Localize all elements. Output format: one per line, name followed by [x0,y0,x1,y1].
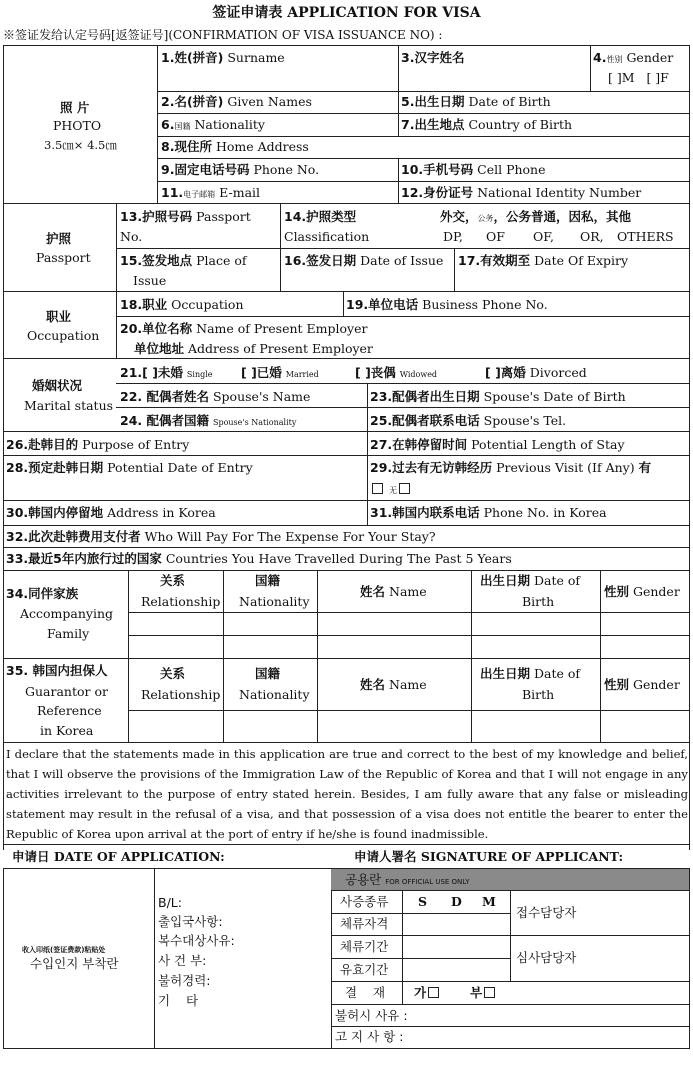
family-nationality-en: Nationality [239,594,310,609]
photo-label-cn: 照 片 [60,100,90,115]
cell-phone-field[interactable]: 10.手机号码 Cell Phone [401,162,546,177]
visa-type-d[interactable]: D [451,894,462,909]
guarantor-gender-header: 性别 Gender [604,677,680,692]
guarantor-name-header: 姓名 Name [360,677,427,692]
photo-size: 3.5㎝× 4.5㎝ [44,138,117,152]
visa-type-s[interactable]: S [418,894,428,909]
passport-label-cn: 护照 [46,231,72,246]
signature-label[interactable]: 申请人署名 SIGNATURE OF APPLICANT: [354,849,624,864]
spouse-nationality-field[interactable]: 24. 配偶者国籍 Spouse's Nationality [120,413,297,428]
family-dob-header: 出生日期 Date of [480,573,581,588]
surname-field[interactable]: 1.姓(拼音) Surname [161,50,285,65]
gender-field[interactable]: 4.性别 Gender [593,50,674,65]
official-other: 기 타 [158,993,199,1008]
spouse-dob-field[interactable]: 23.配偶者出生日期 Spouse's Date of Birth [370,389,626,404]
guarantor-relationship-cn: 关系 [160,666,186,681]
marital-label-en: Marital status [24,398,114,413]
official-use-header: 공용란 FOR OFFICIAL USE ONLY [345,872,470,887]
official-case: 사 건 부: [158,953,207,968]
official-multiple-reason: 복수대상사유: [158,933,235,948]
family-label-cn: 34.同伴家族 [6,586,79,601]
passport-type-others[interactable]: OTHERS [617,229,674,244]
occupation-label-cn: 职业 [46,309,72,324]
employer-address-field[interactable]: 单位地址 Address of Present Employer [134,341,373,356]
phone-field[interactable]: 9.固定电话号码 Phone No. [161,162,320,177]
home-address-field[interactable]: 8.现住所 Home Address [161,139,309,154]
date-of-expiry-field[interactable]: 17.有效期至 Date Of Expiry [458,253,629,268]
purpose-of-entry-field[interactable]: 26.赴韩目的 Purpose of Entry [6,437,190,452]
denial-reason-label: 불허시 사유 : [335,1008,408,1023]
address-in-korea-field[interactable]: 30.韩国内停留地 Address in Korea [6,505,216,520]
guarantor-dob-header-2: Birth [522,687,555,702]
passport-type-dp[interactable]: DP, [443,229,463,244]
spouse-name-field[interactable]: 22. 配偶者姓名 Spouse's Name [120,389,311,404]
stamp-area-label-cn: 收入印纸(签证费款)粘贴处 [22,946,106,954]
previous-visit-checkboxes[interactable]: 无 [370,481,412,498]
business-phone-field[interactable]: 19.单位电话 Business Phone No. [346,297,548,312]
previous-visit-no-checkbox[interactable] [399,483,410,494]
passport-no-field[interactable]: 13.护照号码 Passport [120,209,251,224]
approve-option[interactable]: 가 [414,985,441,1000]
form-title: 签证申请表 APPLICATION FOR VISA [212,5,481,21]
guarantor-label-cn: 35. 韩国内担保人 [6,663,108,678]
family-relationship-cn: 关系 [160,573,186,588]
expense-payer-field[interactable]: 32.此次赴韩费用支付者 Who Will Pay For The Expense For Your Stay? [6,529,436,544]
guarantor-nationality-cn: 国籍 [255,666,281,681]
notes-label: 고 지 사 항 : [335,1029,404,1044]
married-option[interactable]: [ ]已婚 Married [241,365,319,380]
decision-label: 결 재 [345,985,386,1000]
status-of-stay-label: 체류자격 [340,916,389,931]
marital-label-cn: 婚姻状况 [32,378,83,393]
passport-label-en: Passport [36,250,91,265]
guarantor-relationship-en: Relationship [141,687,221,702]
passport-type-of2[interactable]: OF, [533,229,554,244]
phone-in-korea-field[interactable]: 31.韩国内联系电话 Phone No. in Korea [370,505,607,520]
reject-checkbox[interactable] [484,987,495,998]
period-of-stay-label: 체류기간 [340,939,389,954]
gender-options[interactable]: [ ]M [ ]F [608,70,669,85]
countries-travelled-field[interactable]: 33.最近5年内旅行过的国家 Countries You Have Travelled During The Past 5 Years [6,551,512,566]
passport-type-or[interactable]: OR, [580,229,604,244]
passport-no-label-2: No. [120,229,143,244]
confirmation-number-label: ※签证发给认定号码[返签证号](CONFIRMATION OF VISA ISSUANCE NO) : [3,28,443,42]
passport-type-of[interactable]: OF [486,229,505,244]
employer-name-field[interactable]: 20.单位名称 Name of Present Employer [120,321,368,336]
official-bl: B/L: [158,895,182,910]
family-label-en2: Family [47,626,90,641]
official-entry-exit: 출입국사항: [158,914,223,929]
visa-type-m[interactable]: M [482,894,496,909]
date-of-entry-field[interactable]: 28.预定赴韩日期 Potential Date of Entry [6,460,253,475]
receiving-officer-label: 접수담당자 [516,905,577,920]
family-gender-header: 性别 Gender [604,584,680,599]
approve-checkbox[interactable] [428,987,439,998]
widowed-option[interactable]: [ ]丧偶 Widowed [355,365,438,380]
family-name-header: 姓名 Name [360,584,427,599]
family-dob-header-2: Birth [522,594,555,609]
reviewing-officer-label: 심사담당자 [516,950,577,965]
divorced-option[interactable]: [ ]离婚 Divorced [485,365,587,380]
given-names-field[interactable]: 2.名(拼音) Given Names [161,94,312,109]
family-nationality-cn: 国籍 [255,573,281,588]
date-of-birth-field[interactable]: 5.出生日期 Date of Birth [401,94,551,109]
validity-label: 유효기간 [340,962,389,977]
family-label-en1: Accompanying [20,606,114,621]
guarantor-label-en2: Reference [37,703,102,718]
spouse-tel-field[interactable]: 25.配偶者联系电话 Spouse's Tel. [370,413,567,428]
length-of-stay-field[interactable]: 27.在韩停留时间 Potential Length of Stay [370,437,625,452]
guarantor-dob-header: 出生日期 Date of [480,666,581,681]
place-of-issue-field[interactable]: 15.签发地点 Place of [120,253,247,268]
stamp-area-label-kr: 수입인지 부착란 [30,956,119,971]
nationality-field[interactable]: 6.国籍 Nationality [161,117,265,132]
email-field[interactable]: 11.电子邮箱 E-mail [161,185,261,200]
guarantor-label-en1: Guarantor or [25,684,108,699]
national-id-field[interactable]: 12.身份证号 National Identity Number [401,185,642,200]
guarantor-label-en3: in Korea [40,723,94,738]
date-of-issue-field[interactable]: 16.签发日期 Date of Issue [284,253,444,268]
previous-visit-yes-checkbox[interactable] [372,483,383,494]
chinese-name-field[interactable]: 3.汉字姓名 [401,50,465,65]
place-of-issue-label-2: Issue [133,273,167,288]
date-of-application-label[interactable]: 申请日 DATE OF APPLICATION: [12,849,225,864]
declaration-text: I declare that the statements made in this application are true and correct to the best of my knowledge and belief, that I will observe the provisions of the Immigration Law of the Republic of Korea and that I will not engage in any activities irrelevant to the purpose of entry stated herein. Besides, I am fully aware that any false or misleading statement may result in the refusal of a visa, and that possession of a visa does not entitle the bearer to enter the Republic of Korea upon arrival at the port of entry if he/she is found inadmissible. [6,747,688,841]
country-of-birth-field[interactable]: 7.出生地点 Country of Birth [401,117,573,132]
family-relationship-en: Relationship [141,594,221,609]
occupation-label-en: Occupation [27,328,100,343]
single-option[interactable]: 21.[ ]未婚 Single [120,365,213,380]
occupation-field[interactable]: 18.职业 Occupation [120,297,244,312]
official-denial-history: 불허경력: [158,973,211,988]
photo-label-en: PHOTO [53,118,102,133]
guarantor-nationality-en: Nationality [239,687,310,702]
reject-option[interactable]: 부 [470,985,497,1000]
previous-visit-field[interactable]: 29.过去有无访韩经历 Previous Visit (If Any) 有 [370,460,652,475]
passport-type-label-en: Classification [284,229,370,244]
passport-type-options-cn: 外交，公务，公务普通，因私，其他 [440,209,632,224]
passport-type-field[interactable]: 14.护照类型 [284,209,357,224]
visa-type-label: 사증종류 [340,894,389,909]
